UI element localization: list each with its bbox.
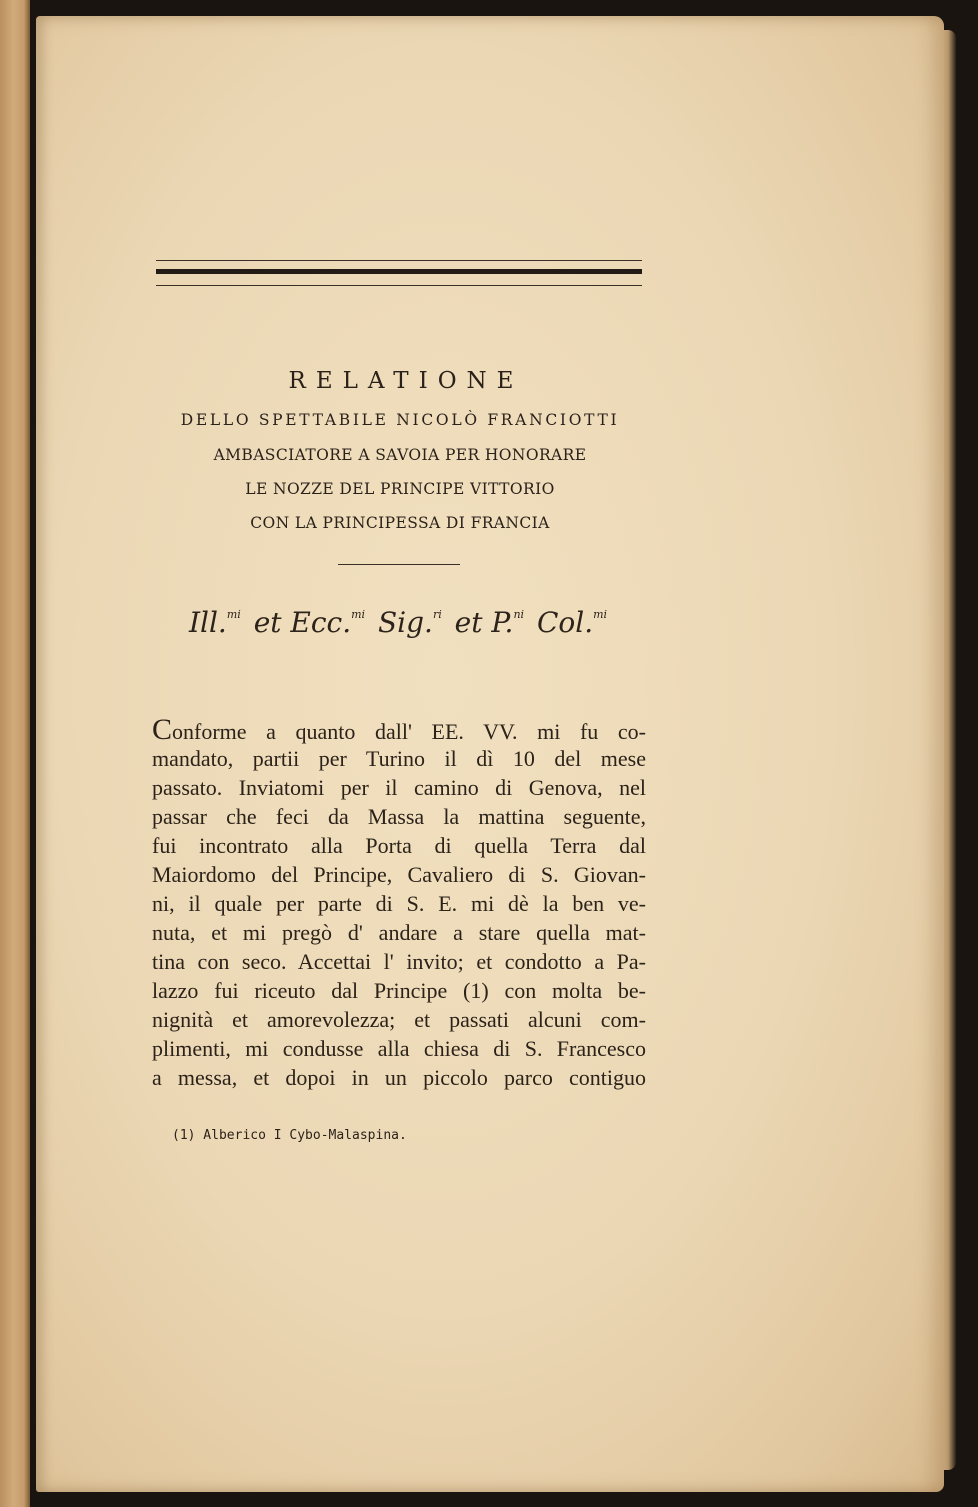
- salutation-part: et P.: [454, 606, 514, 639]
- body-line: mandato, partii per Turino il dì 10 del mese: [152, 746, 646, 771]
- rule-top: [156, 260, 642, 261]
- subtitle-line-1: DELLO SPETTABILE NICOLÒ FRANCIOTTI: [180, 411, 620, 429]
- rule-bottom: [156, 285, 642, 286]
- salutation-superscript: mi: [593, 608, 608, 621]
- body-line: tina con seco. Accettai l' invito; et condotto a Pa-: [152, 949, 646, 974]
- rule-thick: [156, 269, 642, 274]
- body-line: passato. Inviatomi per il camino di Genova, nel: [152, 775, 646, 800]
- body-line: nuta, et mi pregò d' andare a stare quella mat-: [152, 920, 646, 945]
- salutation-part: Sig.: [377, 606, 433, 639]
- body-line: lazzo fui riceuto dal Principe (1) con molta be-: [152, 978, 646, 1003]
- salutation-superscript: mi: [226, 608, 241, 621]
- subtitle-line-3: LE NOZZE DEL PRINCIPE VITTORIO: [245, 480, 555, 498]
- footnote: (1) Alberico I Cybo-Malaspina.: [172, 1128, 407, 1143]
- previous-page-edge: [0, 0, 30, 1507]
- body-line: passar che feci da Massa la mattina seguente,: [152, 804, 646, 829]
- body-line: plimenti, mi condusse alla chiesa di S. Francesco: [152, 1036, 646, 1061]
- body-paragraph: [152, 715, 646, 1092]
- section-divider: [338, 564, 460, 565]
- document-title: RELATIONE: [288, 368, 524, 394]
- salutation-part: Col.: [536, 606, 594, 639]
- salutation-superscript: ni: [513, 608, 525, 621]
- subtitle-line-4: CON LA PRINCIPESSA DI FRANCIA: [250, 514, 550, 532]
- salutation-superscript: ri: [432, 608, 442, 621]
- body-line: [152, 715, 646, 744]
- body-line-text: onforme a quanto dall' EE. VV. mi fu co-: [172, 719, 646, 744]
- body-line: fui incontrato alla Porta di quella Terra dal: [152, 833, 646, 858]
- subtitle-line-2: AMBASCIATORE A SAVOIA PER HONORARE: [213, 446, 587, 464]
- drop-cap: C: [152, 715, 173, 744]
- body-line: Maiordomo del Principe, Cavaliero di S. Giovan-: [152, 862, 646, 887]
- salutation: [160, 606, 640, 639]
- salutation-part: Ill.: [188, 606, 227, 639]
- body-line: ni, il quale per parte di S. E. mi dè la ben ve-: [152, 891, 646, 916]
- salutation-part: et Ecc.: [253, 606, 352, 639]
- body-line: a messa, et dopoi in un piccolo parco contiguo: [152, 1065, 646, 1090]
- salutation-superscript: mi: [351, 608, 366, 621]
- body-line: nignità et amorevolezza; et passati alcuni com-: [152, 1007, 646, 1032]
